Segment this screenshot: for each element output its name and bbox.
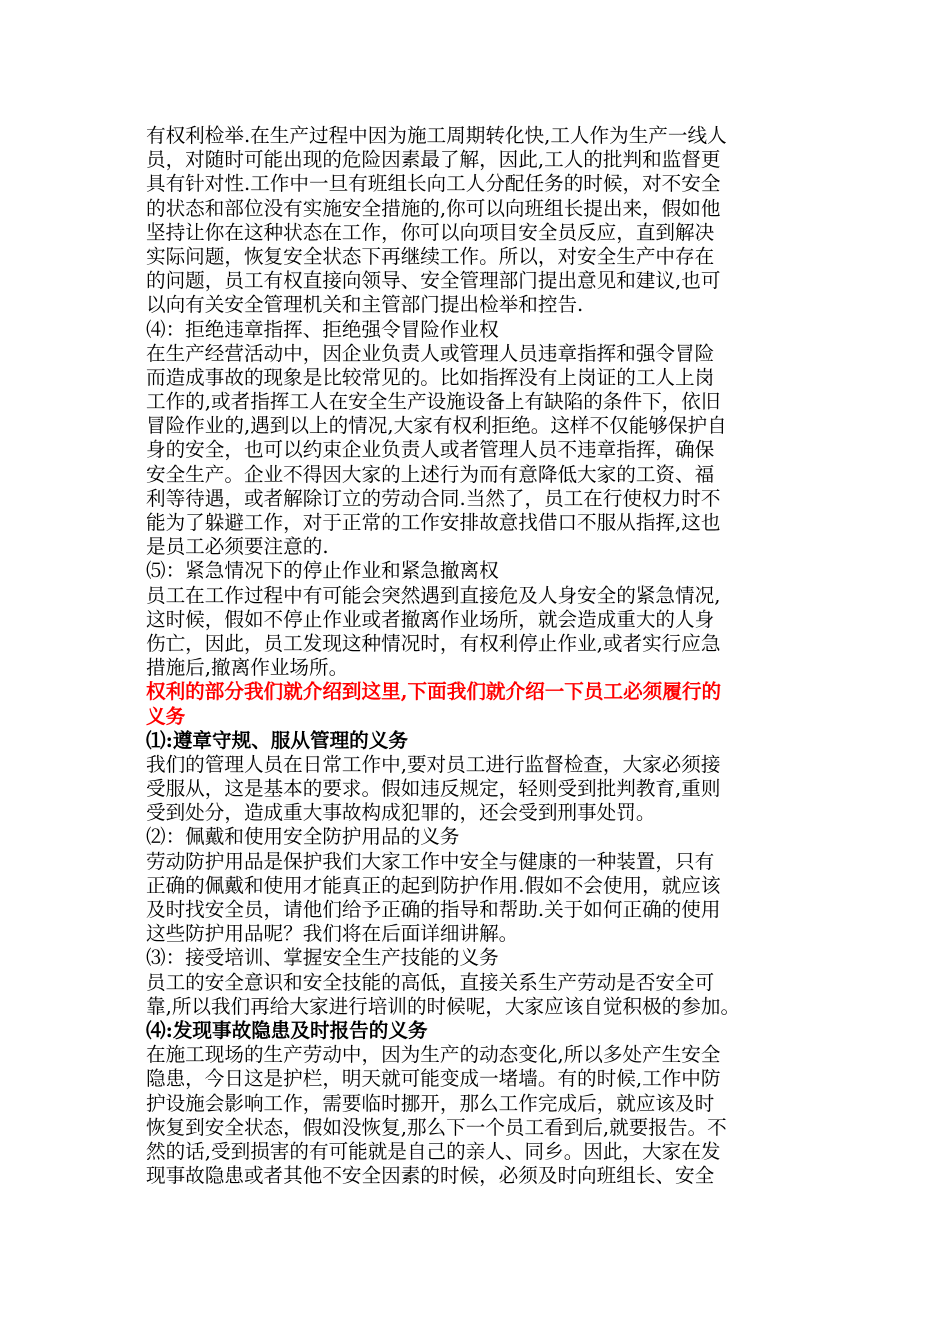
text-line: 在施工现场的生产劳动中，因为生产的动态变化,所以多处产生安全: [146, 1043, 721, 1067]
section-heading: ⑵：佩戴和使用安全防护用品的义务: [146, 825, 460, 849]
text-line: 措施后,撤离作业场所。: [146, 656, 349, 680]
text-line: 在生产经营活动中，因企业负责人或管理人员违章指挥和强令冒险: [146, 341, 715, 365]
text-line: 受到处分，造成重大事故构成犯罪的，还会受到刑事处罚。: [146, 801, 656, 825]
text-line: 是员工必须要注意的.: [146, 535, 329, 559]
section-heading: ⑸：紧急情况下的停止作业和紧急撤离权: [146, 559, 499, 583]
text-line: 以向有关安全管理机关和主管部门提出检举和控告.: [146, 293, 584, 317]
text-line: 而造成事故的现象是比较常见的。比如指挥没有上岗证的工人上岗: [146, 365, 715, 389]
text-line: 能为了躲避工作，对于正常的工作安排故意找借口不服从指挥,这也: [146, 511, 721, 534]
text-line: 具有针对性.工作中一旦有班组长向工人分配任务的时候，对不安全: [146, 172, 721, 196]
highlight-heading: 义务: [146, 704, 186, 728]
highlight-heading: 权利的部分我们就介绍到这里,下面我们就介绍一下员工必须履行的: [146, 680, 722, 704]
section-heading: ⑷:发现事故隐患及时报告的义务: [146, 1018, 428, 1042]
text-line: 的问题，员工有权直接向领导、安全管理部门提出意见和建议,也可: [146, 269, 721, 293]
text-line: 恢复到安全状态，假如没恢复,那么下一个员工看到后,就要报告。不: [146, 1115, 727, 1139]
text-line: 伤亡，因此，员工发现这种情况时，有权利停止作业,或者实行应急: [146, 631, 721, 655]
text-line: 的状态和部位没有实施安全措施的,你可以向班组长提出来，假如他: [146, 196, 721, 220]
text-line: 劳动防护用品是保护我们大家工作中安全与健康的一种装置，只有: [146, 849, 715, 873]
text-line: 及时找安全员，请他们给予正确的指导和帮助.关于如何正确的使用: [146, 898, 721, 921]
section-heading: ⑴:遵章守规、服从管理的义务: [146, 728, 408, 752]
section-heading: ⑷：拒绝违章指挥、拒绝强令冒险作业权: [146, 317, 499, 341]
text-line: 正确的佩戴和使用才能真正的起到防护作用.假如不会使用，就应该: [146, 873, 721, 897]
text-line: 隐患，今日这是护栏，明天就可能变成一堵墙。有的时候,工作中防: [146, 1067, 721, 1091]
text-line: 身的安全，也可以约束企业负责人或者管理人员不违章指挥，确保: [146, 438, 715, 462]
text-line: 我们的管理人员在日常工作中,要对员工进行监督检查，大家必须接: [146, 752, 721, 776]
text-line: 实际问题，恢复安全状态下再继续工作。所以，对安全生产中存在: [146, 244, 715, 268]
text-line: 这些防护用品呢？我们将在后面详细讲解。: [146, 922, 519, 946]
text-line: 坚持让你在这种状态在工作，你可以向项目安全员反应，直到解决: [146, 220, 715, 244]
section-heading: ⑶：接受培训、掌握安全生产技能的义务: [146, 946, 499, 970]
text-line: 冒险作业的,遇到以上的情况,大家有权利拒绝。这样不仅能够保护自: [146, 414, 727, 438]
document-page: [146, 124, 816, 1188]
text-line: 员工的安全意识和安全技能的高低，直接关系生产劳动是否安全可: [146, 970, 715, 994]
text-line: 然的话,受到损害的有可能就是自己的亲人、同乡。因此，大家在发: [146, 1139, 721, 1163]
text-line: 现事故隐患或者其他不安全因素的时候，必须及时向班组长、安全: [146, 1164, 715, 1188]
text-line: 安全生产。企业不得因大家的上述行为而有意降低大家的工资、福: [146, 462, 715, 486]
text-line: 这时候，假如不停止作业或者撤离作业场所，就会造成重大的人身: [146, 607, 715, 631]
text-line: 员，对随时可能出现的危险因素最了解，因此,工人的批判和监督更: [146, 148, 721, 172]
text-line: 有权利检举.在生产过程中因为施工周期转化快,工人作为生产一线人: [146, 124, 727, 147]
text-line: 护设施会影响工作，需要临时挪开，那么工作完成后，就应该及时: [146, 1091, 715, 1115]
text-line: 靠,所以我们再给大家进行培训的时候呢，大家应该自觉积极的参加。: [146, 994, 741, 1018]
text-line: 工作的,或者指挥工人在安全生产设施设备上有缺陷的条件下，依旧: [146, 390, 721, 414]
text-line: 利等待遇，或者解除订立的劳动合同.当然了，员工在行使权力时不: [146, 486, 721, 510]
text-line: 受服从，这是基本的要求。假如违反规定，轻则受到批判教育,重则: [146, 777, 721, 801]
text-line: 员工在工作过程中有可能会突然遇到直接危及人身安全的紧急情况,: [146, 583, 721, 607]
